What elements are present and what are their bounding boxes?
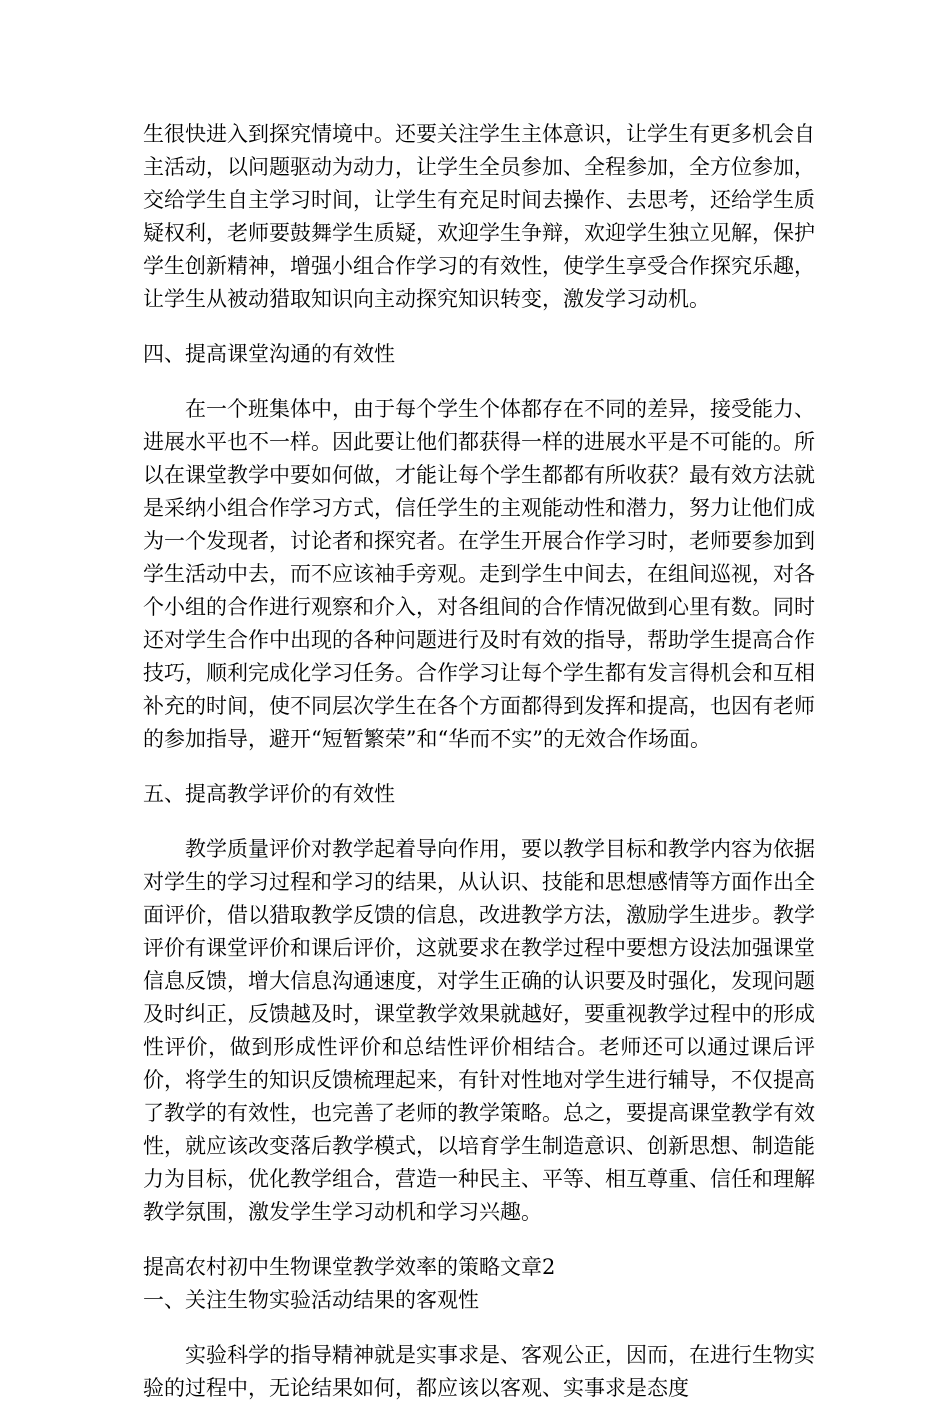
section-heading-4: 四、提高课堂沟通的有效性 <box>143 342 395 366</box>
article-title-2: 提高农村初中生物课堂教学效率的策略文章2 <box>143 1255 556 1279</box>
paragraph-evaluation: 教学质量评价对教学起着导向作用，要以教学目标和教学内容为依据对学生的学习过程和学习的结果，从认识、技能和思想感情等方面作出全面评价，借以猎取教学反馈的信息，改进教学方法，激励学生进步。教学评价有课堂评价和课后评价，这就要求在教学过程中要想方设法加强课堂信息反馈，增大信息沟通速度，对学生正确的认识要及时强化，发现问题及时纠正，反馈越及时，课堂教学效果就越好，要重视教学过程中的形成性评价，做到形成性评价和总结性评价相结合。老师还可以通过课后评价，将学生的知识反馈梳理起来，有针对性地对学生进行辅导，不仅提高了教学的有效性，也完善了老师的教学策略。总之，要提高课堂教学有效性，就应该改变落后教学模式，以培育学生制造意识、创新思想、制造能力为目标，优化教学组合，营造一种民主、平等、相互尊重、信任和理解教学氛围，激发学生学习动机和学习兴趣。 <box>143 837 815 1224</box>
section-heading-5: 五、提高教学评价的有效性 <box>143 782 395 806</box>
paragraph-communication: 在一个班集体中，由于每个学生个体都存在不同的差异，接受能力、进展水平也不一样。因此要让他们都获得一样的进展水平是不可能的。所以在课堂教学中要如何做，才能让每个学生都都有所收获？最有效方法就是采纳小组合作学习方式，信任学生的主观能动性和潜力，努力让他们成为一个发现者，讨论者和探究者。在学生开展合作学习时，老师要参加到学生活动中去，而不应该袖手旁观。走到学生中间去，在组间巡视，对各个小组的合作进行观察和介入，对各组间的合作情况做到心里有数。同时还对学生合作中出现的各种问题进行及时有效的指导，帮助学生提高合作技巧，顺利完成化学习任务。合作学习让每个学生都有发言得机会和互相补充的时间，使不同层次学生在各个方面都得到发挥和提高，也因有老师的参加指导，避开“短暂繁荣”和“华而不实”的无效合作场面。 <box>143 397 815 751</box>
paragraph-continuation: 生很快进入到探究情境中。还要关注学生主体意识，让学生有更多机会自主活动，以问题驱动为动力，让学生全员参加、全程参加，全方位参加，交给学生自主学习时间，让学生有充足时间去操作、去思考，还给学生质疑权利，老师要鼓舞学生质疑，欢迎学生争辩，欢迎学生独立见解，保护学生创新精神，增强小组合作学习的有效性，使学生享受合作探究乐趣，让学生从被动猎取知识向主动探究知识转变，激发学习动机。 <box>143 122 815 311</box>
document-body <box>143 118 815 1405</box>
paragraph-experiment: 实验科学的指导精神就是实事求是、客观公正，因而，在进行生物实验的过程中，无论结果如何，都应该以客观、实事求是态度 <box>143 1343 815 1400</box>
section-heading-1: 一、关注生物实验活动结果的客观性 <box>143 1288 479 1312</box>
